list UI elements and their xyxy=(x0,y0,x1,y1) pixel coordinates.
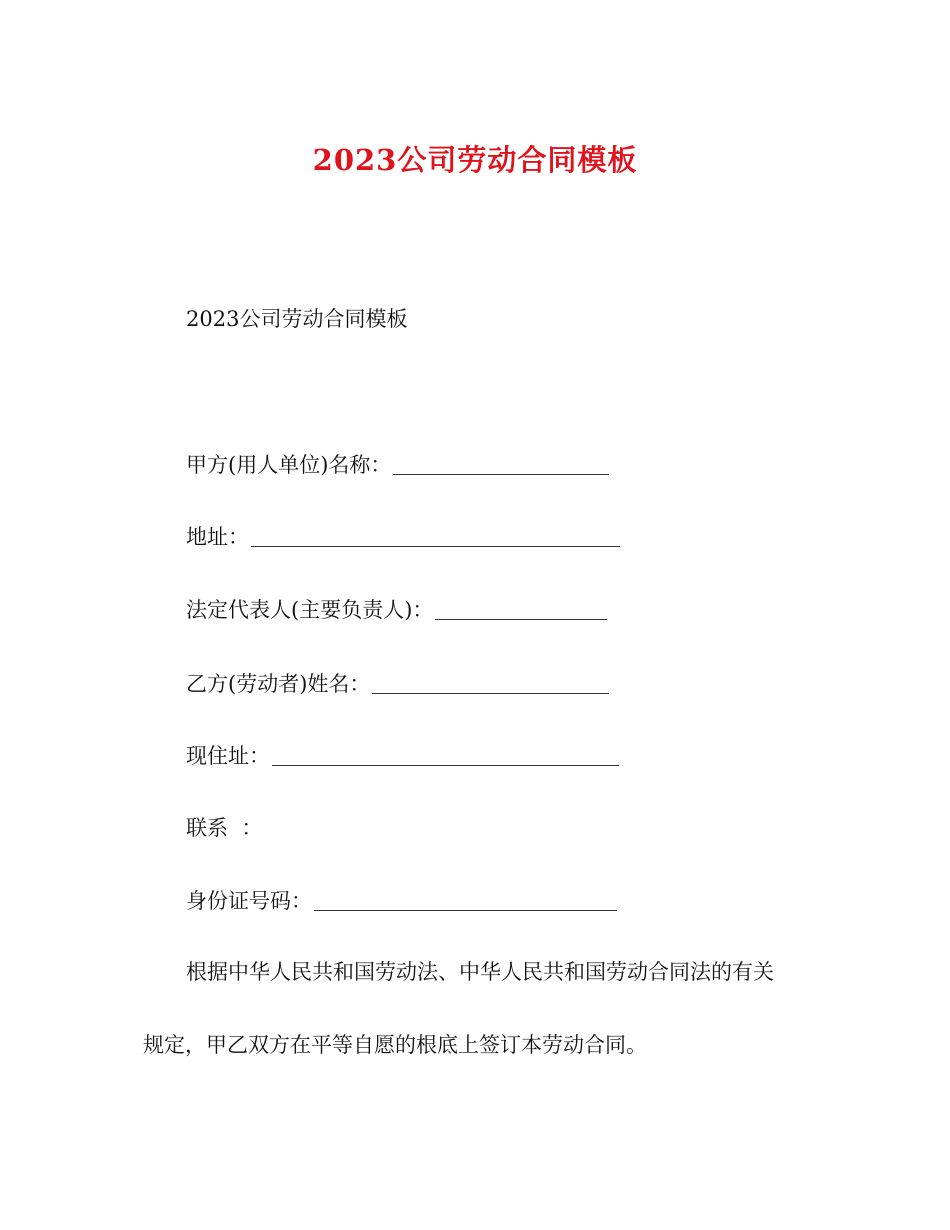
intro-paragraph-line-2: 规定，甲乙双方在平等自愿的根底上签订本劳动合同。 xyxy=(143,1033,647,1057)
legal-representative-blank xyxy=(435,599,607,620)
employee-name-field xyxy=(186,669,609,699)
document-title: 2023公司劳动合同模板 xyxy=(312,143,638,177)
id-number-label: 身份证号码： xyxy=(186,889,312,913)
contact-label: 联系 ： xyxy=(186,816,263,840)
contact-field xyxy=(186,813,262,843)
employer-name-label: 甲方(用人单位)名称： xyxy=(186,453,392,477)
employee-name-blank xyxy=(372,673,609,694)
current-address-blank xyxy=(272,745,619,766)
employee-name-label: 乙方(劳动者)姓名： xyxy=(186,672,371,696)
id-number-field xyxy=(186,886,617,916)
id-number-blank xyxy=(314,890,617,911)
current-address-field xyxy=(186,741,619,771)
address-blank xyxy=(251,526,620,547)
employer-name-blank xyxy=(393,454,609,475)
address-label: 地址： xyxy=(186,525,249,549)
legal-representative-field xyxy=(186,595,607,625)
address-field xyxy=(186,522,620,552)
document-subtitle: 2023公司劳动合同模板 xyxy=(186,307,408,331)
intro-paragraph-line-1: 根据中华人民共和国劳动法、中华人民共和国劳动合同法的有关 xyxy=(186,960,774,984)
employer-name-field xyxy=(186,450,609,480)
legal-representative-label: 法定代表人(主要负责人)： xyxy=(186,598,434,622)
current-address-label: 现住址： xyxy=(186,744,270,768)
